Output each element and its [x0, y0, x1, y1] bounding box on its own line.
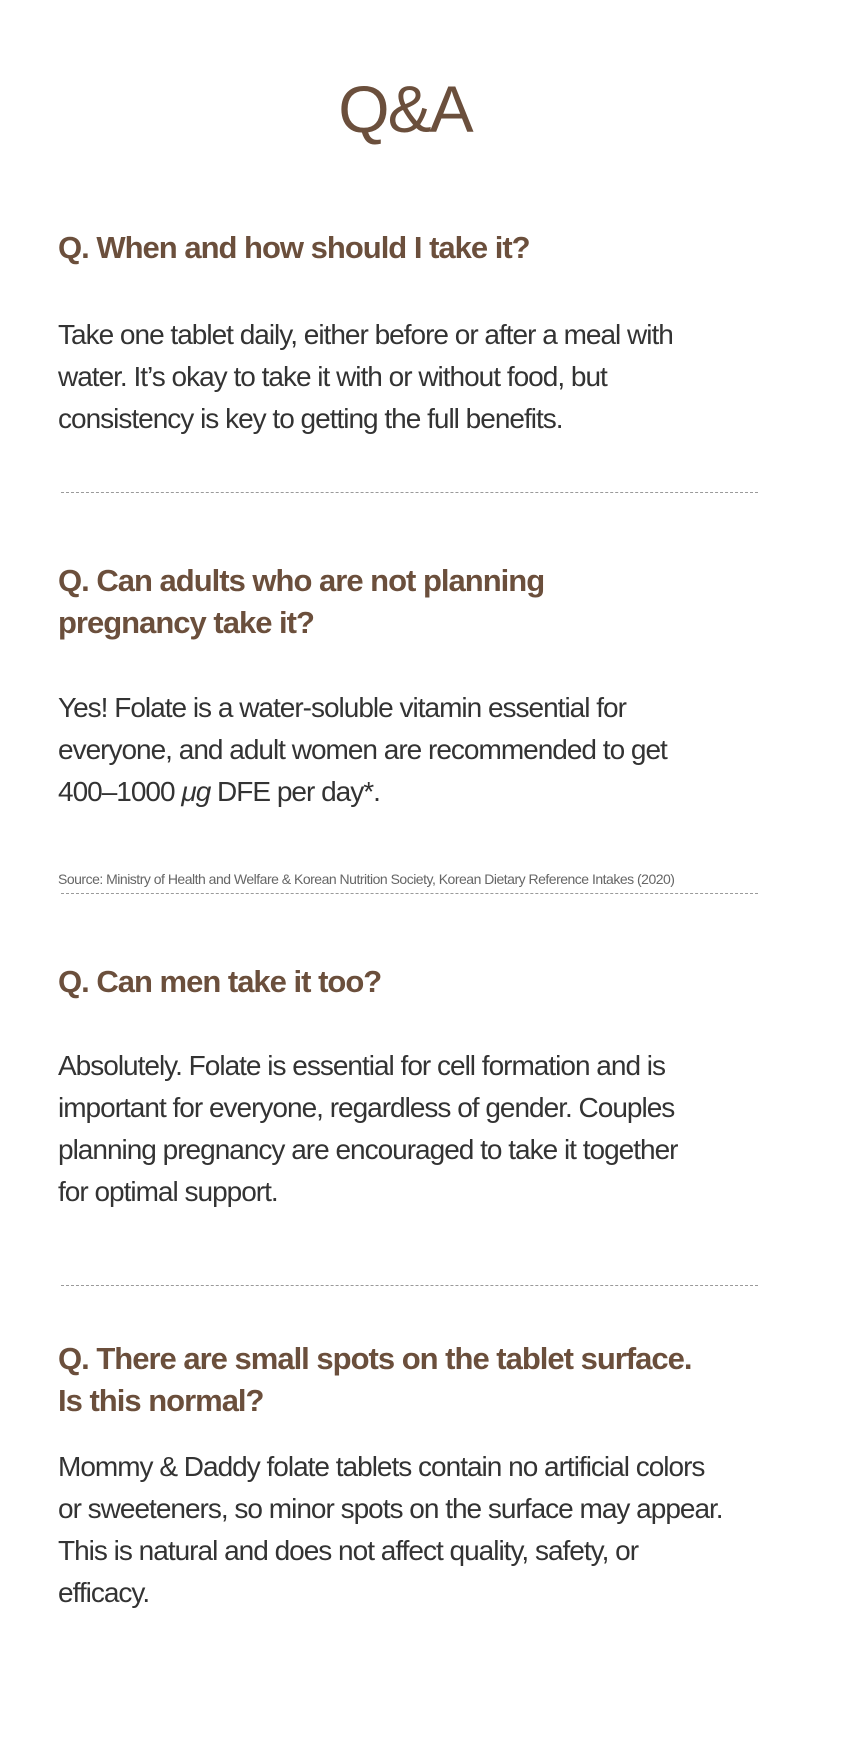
source-note: Source: Ministry of Health and Welfare & Korean Nutrition Society, Korean Dietary Reference Intakes (2020)	[58, 871, 675, 887]
faq-question-2-line-2: pregnancy take it?	[58, 605, 314, 640]
faq-answer-1	[58, 314, 758, 440]
faq-question-4-line-1: Q. There are small spots on the tablet surface.	[58, 1341, 692, 1376]
faq-answer-2	[58, 687, 758, 813]
faq-question-4	[58, 1338, 692, 1422]
faq-question-1	[58, 227, 530, 269]
faq-answer-2-line-1: Yes! Folate is a water-soluble vitamin essential for	[58, 692, 626, 723]
faq-answer-1-line-2: water. It’s okay to take it with or without food, but	[58, 361, 607, 392]
faq-question-2	[58, 560, 544, 644]
faq-question-3	[58, 961, 381, 1003]
faq-answer-3	[58, 1045, 758, 1213]
faq-question-2-line-1: Q. Can adults who are not planning	[58, 563, 545, 598]
faq-answer-4	[58, 1446, 758, 1614]
divider-1	[61, 492, 758, 493]
faq-answer-1-line-1: Take one tablet daily, either before or after a meal with	[58, 319, 673, 350]
divider-2	[61, 893, 758, 894]
faq-answer-4-line-1: Mommy & Daddy folate tablets contain no artificial colors	[58, 1451, 705, 1482]
dose-range: 400–1000	[58, 776, 182, 807]
dose-suffix: DFE per day*.	[210, 776, 380, 807]
faq-answer-4-line-2: or sweeteners, so minor spots on the surface may appear.	[58, 1493, 723, 1524]
faq-answer-3-line-3: planning pregnancy are encouraged to take it together	[58, 1134, 678, 1165]
faq-answer-4-line-3: This is natural and does not affect quality, safety, or	[58, 1535, 639, 1566]
faq-answer-3-line-2: important for everyone, regardless of gender. Couples	[58, 1092, 675, 1123]
faq-answer-3-line-1: Absolutely. Folate is essential for cell formation and is	[58, 1050, 666, 1081]
faq-answer-2-line-2: everyone, and adult women are recommended to get	[58, 734, 667, 765]
page-title: Q&A	[338, 72, 472, 146]
faq-question-3-line-1: Q. Can men take it too?	[58, 964, 382, 999]
faq-answer-3-line-4: for optimal support.	[58, 1176, 278, 1207]
faq-answer-1-line-3: consistency is key to getting the full benefits.	[58, 403, 563, 434]
faq-answer-4-line-4: efficacy.	[58, 1577, 150, 1608]
divider-3	[61, 1285, 758, 1286]
faq-answer-2-line-3	[58, 771, 758, 813]
microgram-unit: μg	[181, 776, 211, 807]
faq-question-4-line-2: Is this normal?	[58, 1383, 264, 1418]
faq-question-1-line-1: Q. When and how should I take it?	[58, 230, 530, 265]
